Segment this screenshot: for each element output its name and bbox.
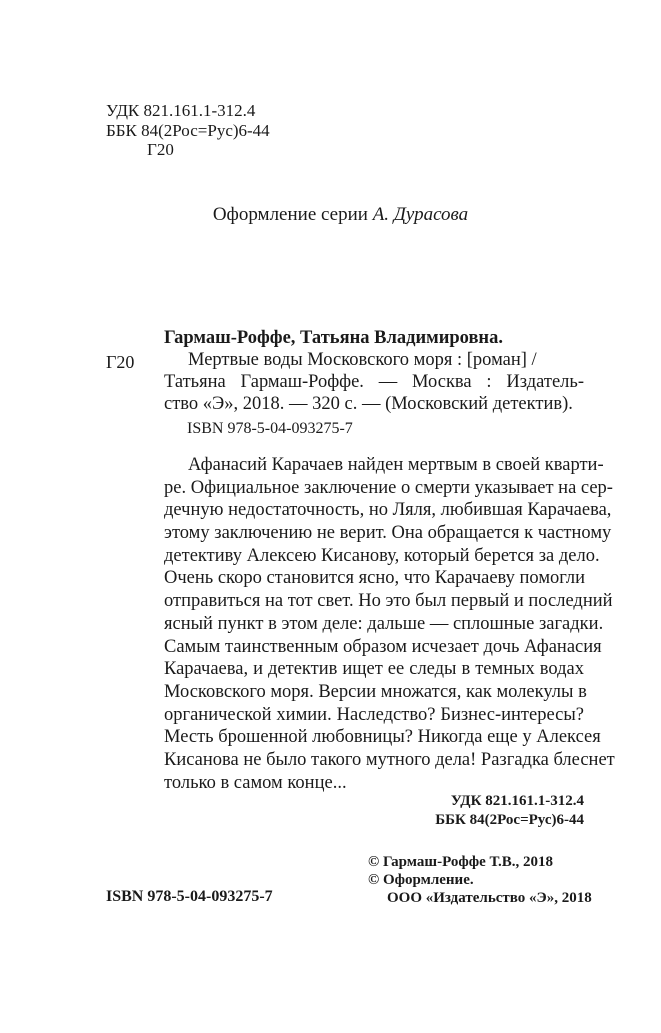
annotation-line: ре. Официальное заключение о смерти указывает на сер- bbox=[164, 478, 613, 498]
annotation-line: детективу Алексею Кисанову, который берется за дело. bbox=[164, 546, 600, 566]
annotation-line: отправиться на тот свет. Но это был первый и последний bbox=[164, 591, 613, 611]
entry-author: Гармаш-Роффе, Татьяна Владимировна. bbox=[164, 328, 503, 348]
copyright-publisher: ООО «Издательство «Э», 2018 bbox=[387, 890, 592, 906]
author-sign-code: Г20 bbox=[147, 140, 174, 159]
series-design-label: Оформление серии bbox=[212, 204, 368, 225]
series-design-credit bbox=[0, 204, 661, 226]
annotation-line: только в самом конце... bbox=[164, 773, 347, 793]
entry-isbn: ISBN 978-5-04-093275-7 bbox=[187, 420, 353, 437]
udk-code-right: УДК 821.161.1-312.4 bbox=[450, 793, 584, 809]
entry-side-code: Г20 bbox=[106, 352, 135, 372]
copyright-design-label: © Оформление. bbox=[368, 872, 474, 888]
annotation-line: Месть брошенной любовницы? Никогда еще у Алексея bbox=[164, 727, 601, 747]
annotation-line: Карачаева, и детектив ищет ее следы в темных водах bbox=[164, 659, 584, 679]
entry-biblio-line: ство «Э», 2018. — 320 с. — (Московский детектив). bbox=[164, 394, 573, 414]
annotation-line: Самым таинственным образом исчезает дочь Афанасия bbox=[164, 637, 602, 657]
annotation-line: ясный пункт в этом деле: дальше — сплошные загадки. bbox=[164, 614, 604, 634]
annotation-line: Кисанова не было такого мутного дела! Разгадка блеснет bbox=[164, 750, 615, 770]
isbn-bottom: ISBN 978-5-04-093275-7 bbox=[106, 888, 273, 905]
annotation-line: органической химии. Наследство? Бизнес-интересы? bbox=[164, 705, 584, 725]
annotation-line: Московского моря. Версии множатся, как молекулы в bbox=[164, 682, 587, 702]
series-designer-name: А. Дурасова bbox=[372, 204, 469, 225]
bbk-code: ББК 84(2Рос=Рус)6-44 bbox=[106, 121, 270, 140]
entry-biblio-line: Мертвые воды Московского моря : [роман] / bbox=[188, 350, 537, 370]
entry-biblio-line: Татьяна Гармаш-Роффе. — Москва : Издатель- bbox=[164, 372, 584, 392]
copyright-author: © Гармаш-Роффе Т.В., 2018 bbox=[368, 854, 554, 870]
annotation-line: Афанасий Карачаев найден мертвым в своей кварти- bbox=[188, 455, 604, 475]
annotation-line: дечную недостаточность, но Ляля, любившая Карачаева, bbox=[164, 500, 612, 520]
bbk-code-right: ББК 84(2Рос=Рус)6-44 bbox=[435, 812, 584, 828]
annotation-line: этому заключению не верит. Она обращается к частному bbox=[164, 523, 612, 543]
udk-code: УДК 821.161.1-312.4 bbox=[106, 101, 256, 120]
annotation-line: Очень скоро становится ясно, что Карачаеву помогли bbox=[164, 568, 586, 588]
